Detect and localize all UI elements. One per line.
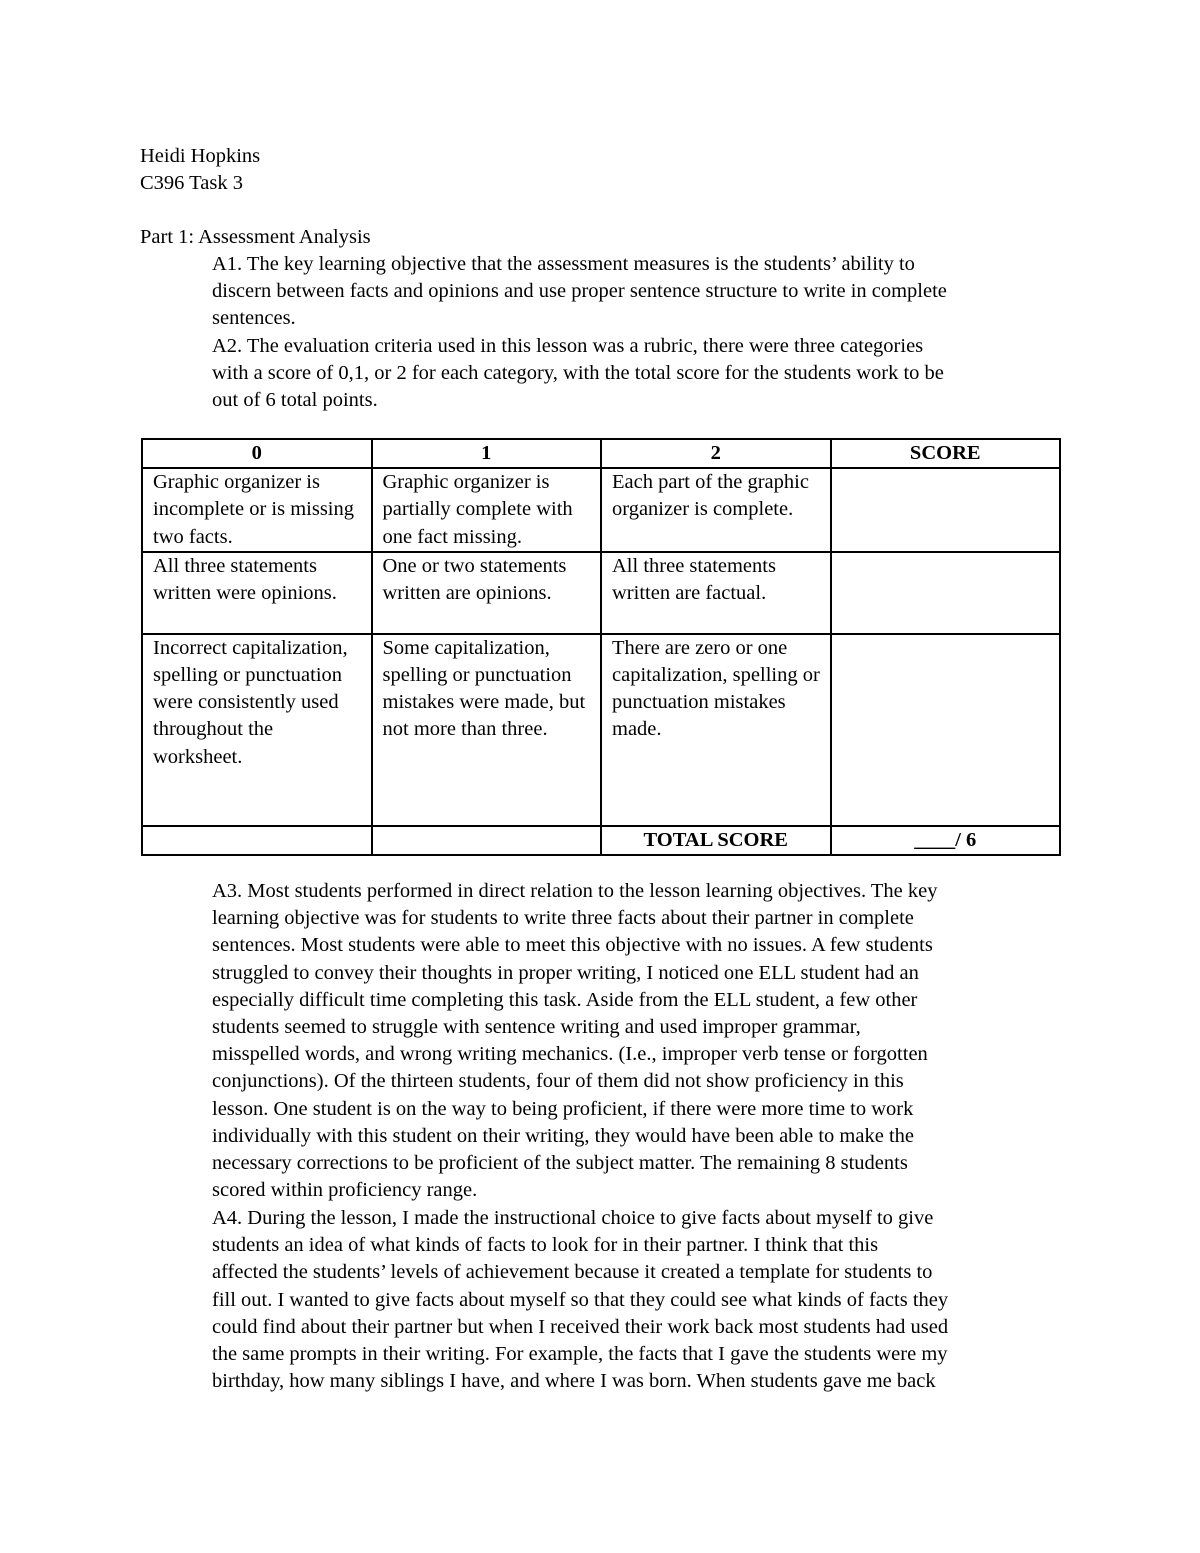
paragraph-a1 — [212, 251, 1072, 333]
a4-line: birthday, how many siblings I have, and where I was born. When students gave me back — [212, 1370, 936, 1393]
rubric-row — [142, 552, 1060, 634]
paragraph-a2 — [212, 333, 1072, 415]
a2-line: with a score of 0,1, or 2 for each category, with the total score for the students work to be — [212, 362, 944, 385]
rubric-cell: All three statements written are factual. — [601, 552, 831, 634]
a3-line: necessary corrections to be proficient of the subject matter. The remaining 8 students — [212, 1152, 908, 1175]
a4-line: fill out. I wanted to give facts about myself so that they could see what kinds of facts they — [212, 1288, 949, 1311]
part-title: Part 1: Assessment Analysis — [140, 226, 371, 248]
rubric-empty-cell — [372, 826, 602, 855]
rubric-score-cell — [831, 634, 1061, 826]
a4-line: could find about their partner but when I received their work back most students had used — [212, 1315, 949, 1338]
a1-line: sentences. — [212, 307, 296, 330]
rubric-cell: There are zero or one capitalization, spelling or punctuation mistakes made. — [601, 634, 831, 826]
rubric-row — [142, 634, 1060, 826]
a3-line: students seemed to struggle with sentence writing and used improper grammar, — [212, 1016, 861, 1039]
a1-line: discern between facts and opinions and use proper sentence structure to write in complete — [212, 280, 947, 303]
rubric-total-row — [142, 826, 1060, 855]
a3-line: lesson. One student is on the way to being proficient, if there were more time to work — [212, 1097, 914, 1120]
a4-line: the same prompts in their writing. For example, the facts that I gave the students were my — [212, 1343, 948, 1366]
rubric-empty-cell — [142, 826, 372, 855]
rubric-cell: Some capitalization, spelling or punctuation mistakes were made, but not more than three. — [372, 634, 602, 826]
a2-line: out of 6 total points. — [212, 389, 378, 412]
a3-line: learning objective was for students to write three facts about their partner in complete — [212, 907, 914, 930]
a4-line: A4. During the lesson, I made the instructional choice to give facts about myself to give — [212, 1207, 934, 1229]
rubric-header-score: SCORE — [831, 439, 1061, 468]
a4-line: students an idea of what kinds of facts to look for in their partner. I think that this — [212, 1234, 879, 1257]
rubric-cell: Each part of the graphic organizer is complete. — [601, 468, 831, 552]
a3-line: A3. Most students performed in direct relation to the lesson learning objectives. The key — [212, 880, 938, 902]
a3-line: especially difficult time completing this task. Aside from the ELL student, a few other — [212, 988, 918, 1011]
rubric-header-1: 1 — [372, 439, 602, 468]
rubric-header-0: 0 — [142, 439, 372, 468]
author-name: Heidi Hopkins — [140, 145, 261, 167]
a1-line: A1. The key learning objective that the assessment measures is the students’ ability to — [212, 253, 915, 275]
a3-line: sentences. Most students were able to meet this objective with no issues. A few students — [212, 934, 933, 957]
paragraph-a4 — [212, 1205, 1072, 1395]
a3-line: individually with this student on their writing, they would have been able to make the — [212, 1124, 914, 1147]
rubric-score-cell — [831, 552, 1061, 634]
total-score-value: ____/ 6 — [831, 826, 1061, 855]
course-task: C396 Task 3 — [140, 172, 243, 194]
a3-line: scored within proficiency range. — [212, 1179, 478, 1202]
rubric-header-row — [142, 439, 1060, 468]
rubric-table — [141, 438, 1061, 856]
paragraph-a3 — [212, 878, 1072, 1204]
a3-line: struggled to convey their thoughts in proper writing, I noticed one ELL student had an — [212, 961, 919, 984]
rubric-cell: One or two statements written are opinions. — [372, 552, 602, 634]
rubric-cell: Incorrect capitalization, spelling or punctuation were consistently used throughout the worksheet. — [142, 634, 372, 826]
rubric-cell: All three statements written were opinions. — [142, 552, 372, 634]
a2-line: A2. The evaluation criteria used in this lesson was a rubric, there were three categories — [212, 335, 924, 357]
a4-line: affected the students’ levels of achievement because it created a template for students to — [212, 1261, 933, 1284]
total-score-label: TOTAL SCORE — [601, 826, 831, 855]
rubric-header-2: 2 — [601, 439, 831, 468]
rubric-cell: Graphic organizer is partially complete with one fact missing. — [372, 468, 602, 552]
rubric-cell: Graphic organizer is incomplete or is missing two facts. — [142, 468, 372, 552]
a3-line: conjunctions). Of the thirteen students, four of them did not show proficiency in this — [212, 1070, 904, 1093]
rubric-score-cell — [831, 468, 1061, 552]
a3-line: misspelled words, and wrong writing mechanics. (I.e., improper verb tense or forgotten — [212, 1043, 928, 1066]
rubric-row — [142, 468, 1060, 552]
